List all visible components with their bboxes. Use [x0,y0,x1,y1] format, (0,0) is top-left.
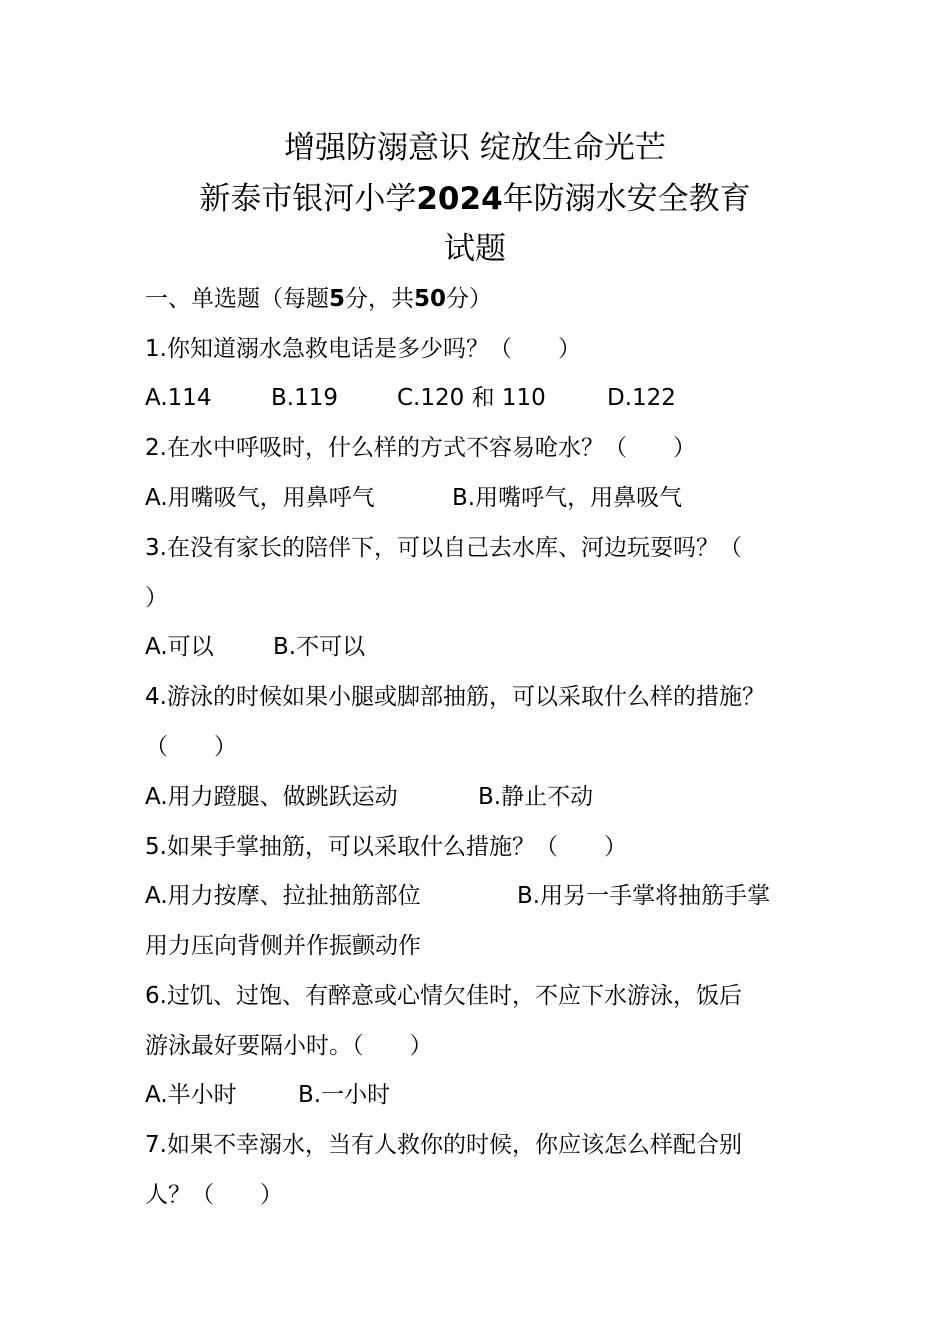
question-2-text: 2.在水中呼吸时，什么样的方式不容易呛水？（ ） [145,435,696,461]
question-1-options [145,383,676,413]
question-3-options [145,632,365,662]
question-4 [145,682,765,712]
question-3-text: ） [145,585,168,611]
question-7-text: 人？（ ） [145,1182,283,1208]
option-a: A.半小时 [145,1082,237,1108]
question-1-text: 1.你知道溺水急救电话是多少吗？（ ） [145,336,581,362]
option-b: B.用嘴呼气，用鼻吸气 [452,485,683,511]
option-b: B.119 [271,385,338,411]
question-5-options [145,881,770,911]
option-a: A.用嘴吸气，用鼻呼气 [145,485,375,511]
question-4-text: （ ） [145,734,237,760]
option-b: B.一小时 [298,1082,391,1108]
school-name: 新泰市银河小学 [199,181,417,217]
question-6-options [145,1080,390,1110]
question-5-text: 5.如果手掌抽筋，可以采取什么措施？（ ） [145,834,627,860]
question-2 [145,433,696,463]
question-7-text: 7.如果不幸溺水，当有人救你的时候，你应该怎么样配合别 [145,1132,742,1158]
question-6-text: 游泳最好要隔小时。（ ） [145,1033,433,1059]
question-6-cont [145,1031,433,1061]
total-points: 50 [414,286,447,312]
question-7-cont [145,1180,283,1210]
section-heading-text: 分） [446,286,493,312]
title-year: 2024 [416,181,503,217]
question-3-cont [145,583,168,613]
option-a: A.114 [145,385,212,411]
question-2-options [145,483,682,513]
option-a: A.用力蹬腿、做跳跃运动 [145,784,398,810]
question-3-text: 3.在没有家长的陪伴下，可以自己去水库、河边玩耍吗？（ [145,535,742,561]
question-4-text: 4.游泳的时候如果小腿或脚部抽筋，可以采取什么样的措施？ [145,684,765,710]
option-b: B.不可以 [273,634,366,660]
title-main: 增强防溺意识 绽放生命光芒 [284,130,666,166]
title-line-1 [0,128,950,168]
question-6-text: 6.过饥、过饱、有醉意或心情欠佳时，不应下水游泳，饭后 [145,983,742,1009]
option-b: B.静止不动 [478,784,594,810]
question-4-options [145,782,593,812]
option-d: D.122 [607,385,676,411]
question-1 [145,334,581,364]
title-suffix: 试题 [444,231,506,267]
section-heading-text: 一、单选题（每题 [145,286,329,312]
question-4-cont [145,732,237,762]
points-per-question: 5 [329,286,346,312]
question-7 [145,1130,742,1160]
title-line-2 [0,179,950,219]
question-5 [145,832,627,862]
option-a: A.用力按摩、拉扯抽筋部位 [145,883,421,909]
section-heading [145,284,492,314]
question-5-options-cont [145,931,421,961]
option-c: C.120 和 110 [397,385,546,411]
option-b-cont: 用力压向背侧并作振颤动作 [145,933,421,959]
option-b: B.用另一手掌将抽筋手掌 [517,883,771,909]
title-line-3 [0,229,950,269]
option-a: A.可以 [145,634,214,660]
question-3 [145,533,742,563]
question-6 [145,981,742,1011]
title-topic: 年防溺水安全教育 [502,181,751,217]
section-heading-text: 分，共 [345,286,415,312]
